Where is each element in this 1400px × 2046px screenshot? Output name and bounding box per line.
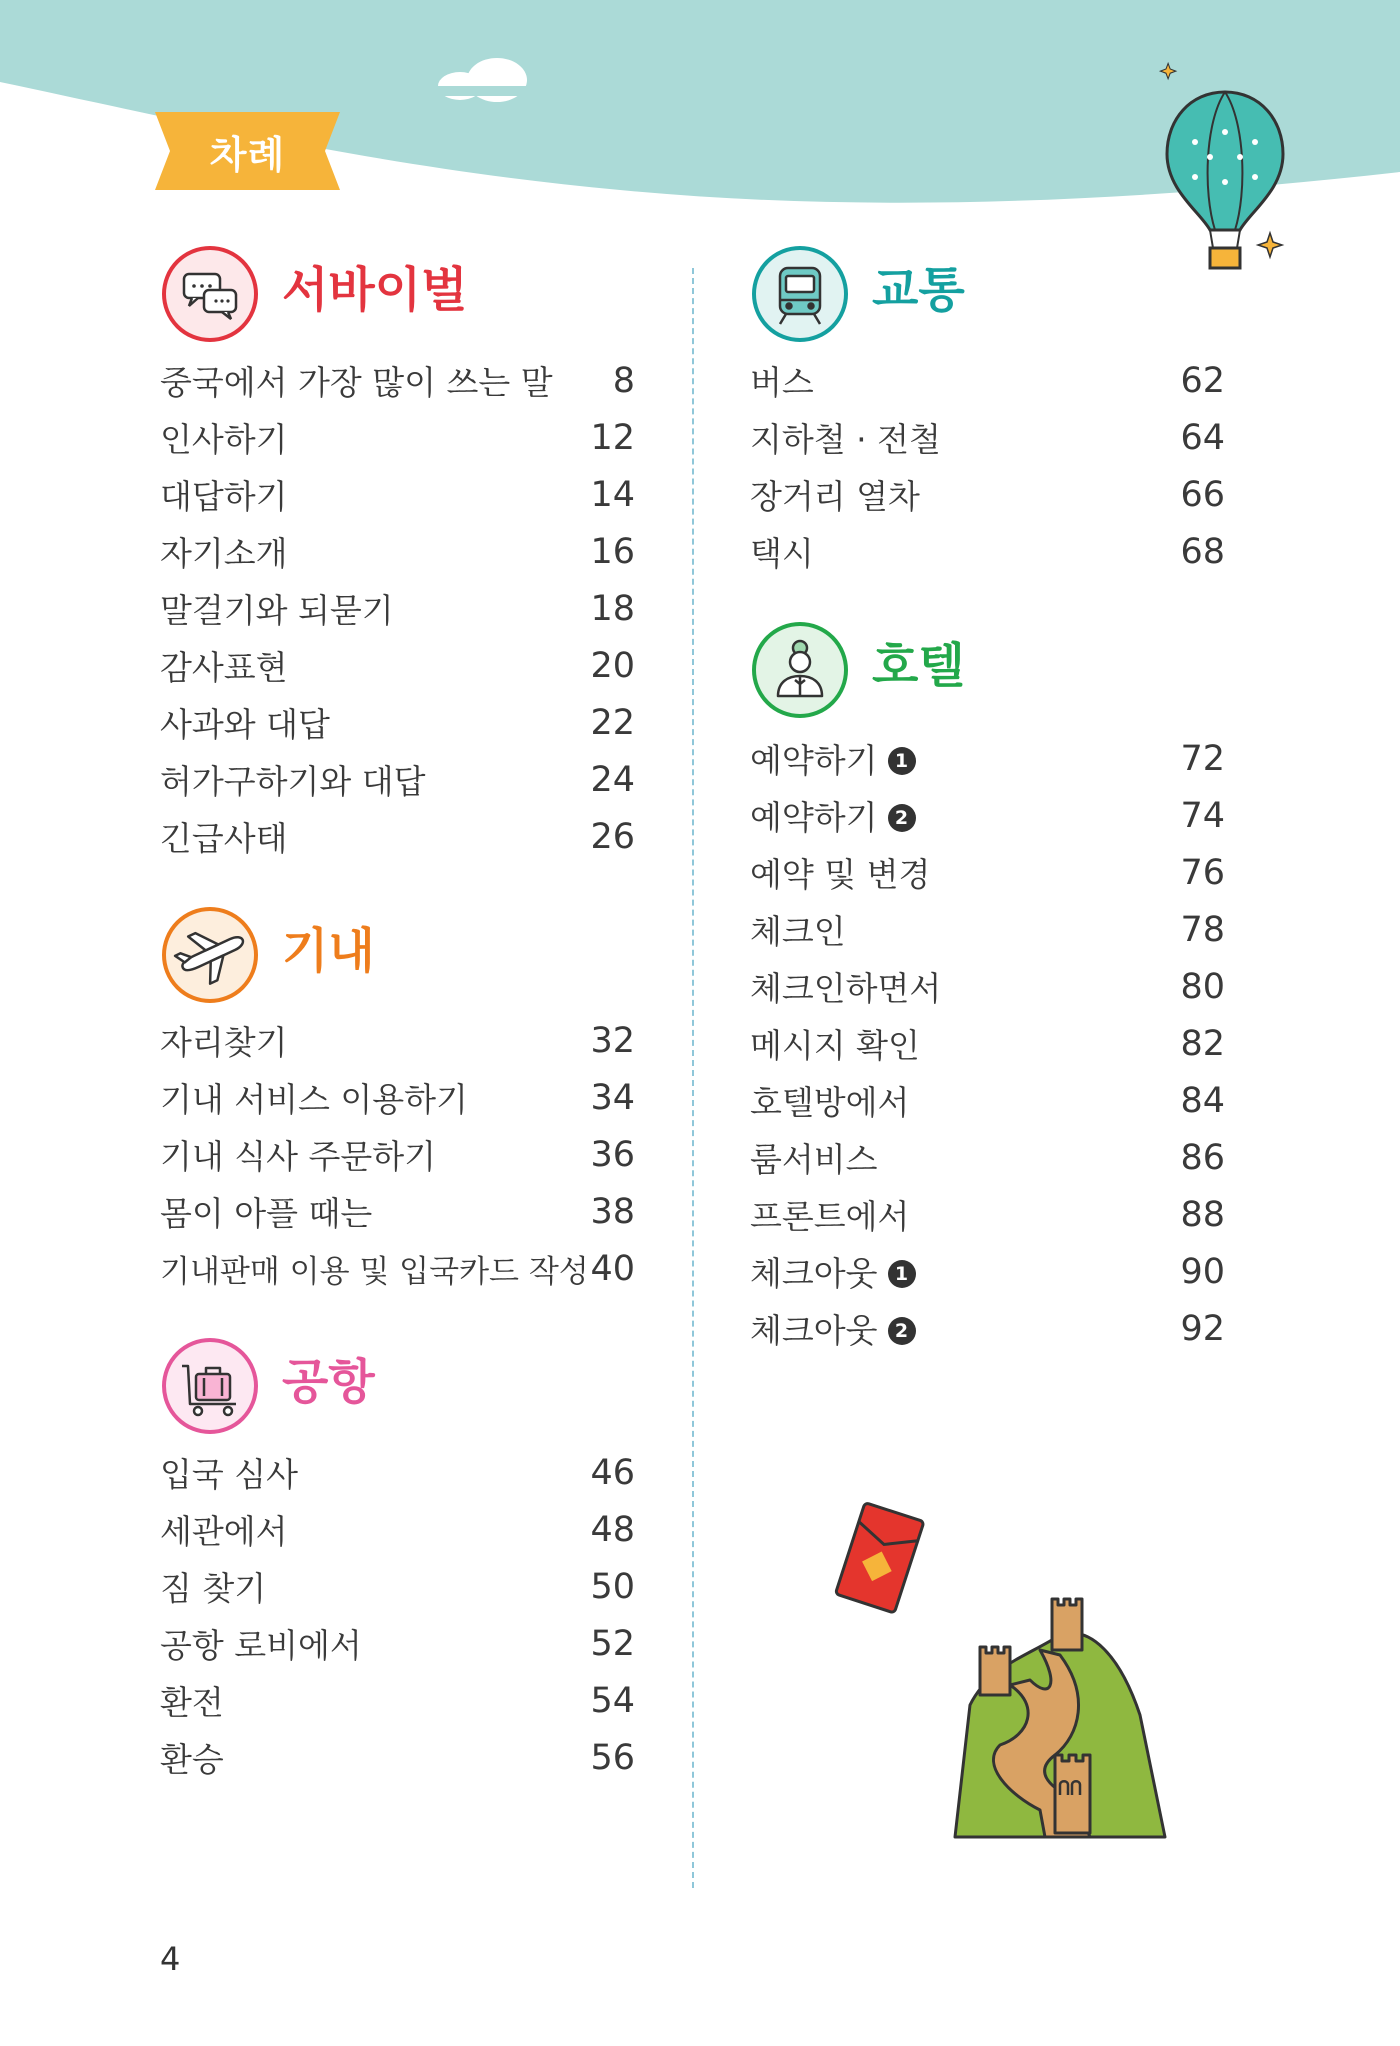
toc-entry[interactable] xyxy=(750,352,1225,409)
toc-entry-label: 호텔방에서 xyxy=(750,1083,910,1122)
number-badge: 2 xyxy=(888,1317,916,1345)
toc-entry-label: 기내 식사 주문하기 xyxy=(160,1137,437,1176)
toc-entry[interactable] xyxy=(160,1672,635,1729)
toc-entry-label: 입국 심사 xyxy=(160,1455,299,1494)
toc-entry[interactable] xyxy=(750,466,1225,523)
toc-entry[interactable] xyxy=(160,466,635,523)
toc-entry-label: 말걸기와 되묻기 xyxy=(160,591,394,630)
toc-entry-page: 34 xyxy=(590,1077,635,1118)
toc-entry-page: 40 xyxy=(590,1248,635,1289)
toc-entry-label: 장거리 열차 xyxy=(750,477,920,516)
toc-entry-page: 78 xyxy=(1180,909,1225,950)
toc-entry-label: 기내 서비스 이용하기 xyxy=(160,1080,468,1119)
toc-entry-page: 82 xyxy=(1180,1023,1225,1064)
toc-entry-label: 자리찾기 xyxy=(160,1023,288,1062)
toc-entry-label: 세관에서 xyxy=(160,1512,288,1551)
toc-entry[interactable] xyxy=(750,1243,1225,1300)
red-envelope-icon xyxy=(830,1500,930,1620)
toc-entry[interactable] xyxy=(160,352,635,409)
toc-entry[interactable] xyxy=(160,409,635,466)
toc-entry[interactable] xyxy=(750,409,1225,466)
toc-entry-page: 26 xyxy=(590,816,635,857)
toc-entry[interactable] xyxy=(160,1069,635,1126)
luggage-cart-icon xyxy=(160,1336,260,1436)
toc-entry-label: 프론트에서 xyxy=(750,1197,910,1236)
toc-entry-label: 허가구하기와 대답 xyxy=(160,762,426,801)
toc-entry-label: 몸이 아플 때는 xyxy=(160,1194,373,1233)
toc-entry[interactable] xyxy=(160,1012,635,1069)
toc-entry-page: 8 xyxy=(612,360,635,401)
toc-entry-page: 46 xyxy=(590,1452,635,1493)
toc-entry[interactable] xyxy=(750,787,1225,844)
toc-entry-page: 32 xyxy=(590,1020,635,1061)
toc-entry-page: 62 xyxy=(1180,360,1225,401)
toc-entry-page: 68 xyxy=(1180,531,1225,572)
toc-entry-page: 76 xyxy=(1180,852,1225,893)
toc-entry-label: 지하철 · 전철 xyxy=(750,420,941,459)
hotel-staff-icon xyxy=(750,620,850,720)
number-badge: 2 xyxy=(888,804,916,832)
toc-entry-label: 환승 xyxy=(160,1740,224,1779)
toc-entry-page: 56 xyxy=(590,1737,635,1778)
toc-entry-page: 92 xyxy=(1180,1308,1225,1349)
speech-bubbles-icon xyxy=(160,244,260,344)
toc-entry[interactable] xyxy=(750,730,1225,787)
toc-entry-label: 공항 로비에서 xyxy=(160,1626,362,1665)
toc-entry[interactable] xyxy=(160,1729,635,1786)
toc-entry-page: 84 xyxy=(1180,1080,1225,1121)
toc-entry[interactable] xyxy=(750,901,1225,958)
toc-entry-label: 중국에서 가장 많이 쓰는 말 xyxy=(160,363,553,402)
toc-entry[interactable] xyxy=(160,808,635,865)
number-badge: 1 xyxy=(888,747,916,775)
toc-entry[interactable] xyxy=(160,751,635,808)
toc-entry[interactable] xyxy=(160,523,635,580)
toc-entry[interactable] xyxy=(160,1444,635,1501)
toc-entry-label: 룸서비스 xyxy=(750,1140,878,1179)
toc-entry[interactable] xyxy=(160,1501,635,1558)
toc-entry-label: 체크아웃 xyxy=(750,1311,878,1350)
section-hotel-title: 호텔 xyxy=(872,638,965,694)
toc-entry-label: 짐 찾기 xyxy=(160,1569,267,1608)
toc-entry-page: 36 xyxy=(590,1134,635,1175)
toc-entry-page: 14 xyxy=(590,474,635,515)
toc-entry[interactable] xyxy=(160,1558,635,1615)
toc-entry-page: 12 xyxy=(590,417,635,458)
toc-entry-page: 74 xyxy=(1180,795,1225,836)
page-number: 4 xyxy=(160,1940,181,1978)
toc-entry-label: 예약하기 xyxy=(750,798,878,837)
toc-entry-label: 사과와 대답 xyxy=(160,705,330,744)
number-badge: 1 xyxy=(888,1260,916,1288)
toc-entry[interactable] xyxy=(160,637,635,694)
toc-entry[interactable] xyxy=(750,523,1225,580)
toc-entry-page: 80 xyxy=(1180,966,1225,1007)
toc-entry[interactable] xyxy=(160,1126,635,1183)
toc-entry-label: 메시지 확인 xyxy=(750,1026,920,1065)
toc-entry-page: 86 xyxy=(1180,1137,1225,1178)
train-icon xyxy=(750,244,850,344)
toc-entry[interactable] xyxy=(750,1300,1225,1357)
toc-entry-page: 50 xyxy=(590,1566,635,1607)
toc-entry[interactable] xyxy=(160,580,635,637)
toc-entry-page: 18 xyxy=(590,588,635,629)
toc-entry-page: 20 xyxy=(590,645,635,686)
section-inflight-title: 기내 xyxy=(282,923,375,979)
toc-entry-label: 버스 xyxy=(750,363,814,402)
toc-entry-page: 22 xyxy=(590,702,635,743)
toc-entry[interactable] xyxy=(160,1615,635,1672)
toc-entry[interactable] xyxy=(750,844,1225,901)
toc-entry-label: 기내판매 이용 및 입국카드 작성 xyxy=(160,1254,589,1290)
toc-entry[interactable] xyxy=(750,1186,1225,1243)
section-survival-header xyxy=(160,244,640,344)
toc-entry-label: 체크인하면서 xyxy=(750,969,942,1008)
toc-entry[interactable] xyxy=(750,958,1225,1015)
toc-entry-label: 자기소개 xyxy=(160,534,288,573)
section-survival-title: 서바이벌 xyxy=(282,262,468,318)
toc-entry-page: 54 xyxy=(590,1680,635,1721)
toc-entry-label: 예약하기 xyxy=(750,741,878,780)
section-airport-title: 공항 xyxy=(282,1354,375,1410)
toc-entry-page: 24 xyxy=(590,759,635,800)
toc-entry-label: 택시 xyxy=(750,534,814,573)
great-wall-icon xyxy=(950,1595,1170,1845)
toc-entry[interactable] xyxy=(750,1129,1225,1186)
toc-entry-page: 38 xyxy=(590,1191,635,1232)
toc-entry[interactable] xyxy=(160,1240,635,1297)
toc-title-tag xyxy=(155,112,340,190)
section-transport-header xyxy=(750,244,1230,344)
toc-entry-page: 48 xyxy=(590,1509,635,1550)
toc-entry[interactable] xyxy=(160,694,635,751)
toc-entry-page: 66 xyxy=(1180,474,1225,515)
toc-entry-page: 52 xyxy=(590,1623,635,1664)
section-airport-header xyxy=(160,1336,640,1436)
toc-entry-page: 88 xyxy=(1180,1194,1225,1235)
toc-entry-page: 16 xyxy=(590,531,635,572)
toc-entry[interactable] xyxy=(160,1183,635,1240)
toc-entry-page: 72 xyxy=(1180,738,1225,779)
section-inflight-header xyxy=(160,905,640,1005)
toc-entry-page: 90 xyxy=(1180,1251,1225,1292)
toc-entry-label: 인사하기 xyxy=(160,420,288,459)
toc-entry-label: 긴급사태 xyxy=(160,819,288,858)
section-transport-title: 교통 xyxy=(872,262,965,318)
section-hotel-header xyxy=(750,620,1230,720)
toc-entry-page: 64 xyxy=(1180,417,1225,458)
toc-entry-label: 대답하기 xyxy=(160,477,288,516)
toc-entry-label: 체크아웃 xyxy=(750,1254,878,1293)
toc-entry[interactable] xyxy=(750,1015,1225,1072)
airplane-icon xyxy=(160,905,260,1005)
toc-entry-label: 체크인 xyxy=(750,912,846,951)
toc-entry-label: 환전 xyxy=(160,1683,224,1722)
toc-entry-label: 예약 및 변경 xyxy=(750,855,931,894)
toc-entry[interactable] xyxy=(750,1072,1225,1129)
toc-entry-label: 감사표현 xyxy=(160,648,288,687)
toc-title: 차례 xyxy=(209,132,286,177)
column-divider xyxy=(692,268,694,1888)
